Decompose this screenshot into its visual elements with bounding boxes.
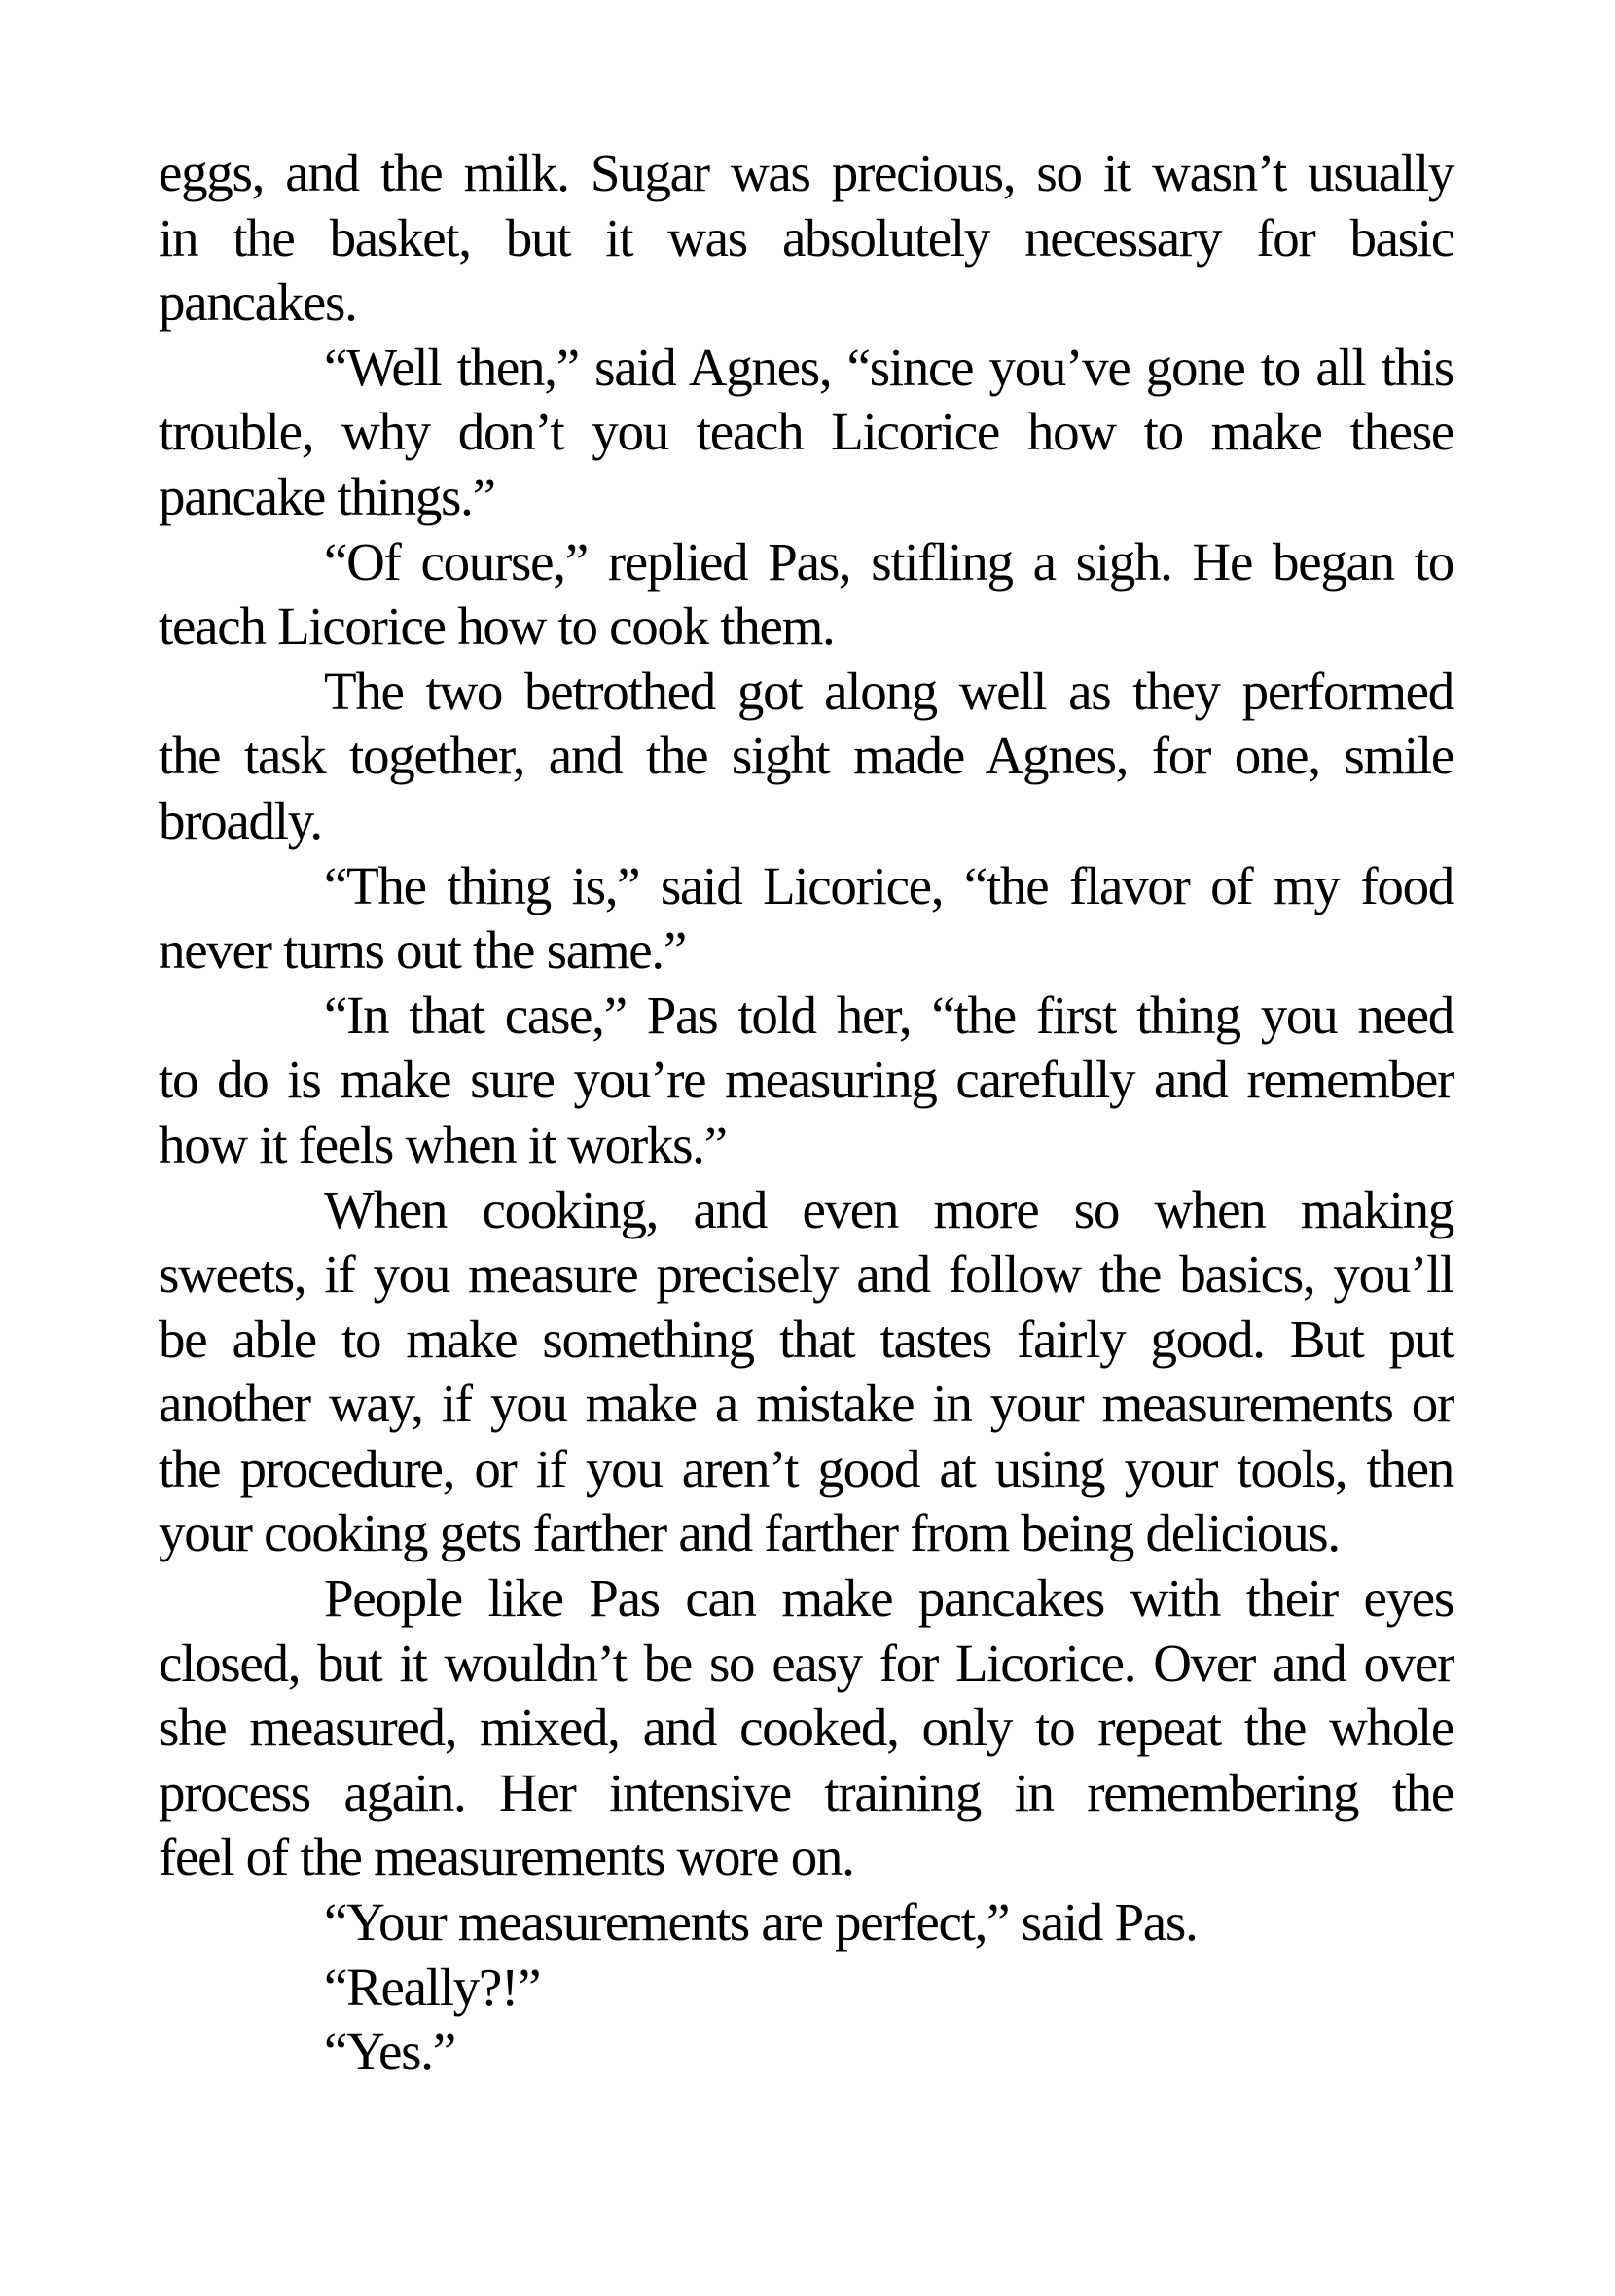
paragraph — [159, 2020, 1454, 2085]
paragraph — [159, 1890, 1454, 1955]
text-line: When cooking, and even more so when making — [324, 1179, 1454, 1239]
text-line: the task together, and the sight made Agnes, for one, smile — [159, 726, 1454, 786]
page-text — [159, 141, 1454, 2085]
text-line: she measured, mixed, and cooked, only to repeat the whole — [159, 1698, 1454, 1758]
text-line: your cooking gets farther and farther from being delicious. — [159, 1503, 1340, 1563]
paragraph — [159, 854, 1454, 984]
paragraph — [159, 1955, 1454, 2021]
paragraph — [159, 1178, 1454, 1567]
text-line: “Your measurements are perfect,” said Pas. — [324, 1892, 1198, 1953]
text-line: “Yes.” — [324, 2022, 455, 2082]
text-line: to do is make sure you’re measuring carefully and remember — [159, 1050, 1454, 1110]
text-line: “Well then,” said Agnes, “since you’ve gone to all this — [324, 337, 1454, 397]
paragraph — [159, 141, 1454, 336]
text-line: “In that case,” Pas told her, “the first thing you need — [324, 985, 1454, 1045]
text-line: closed, but it wouldn’t be so easy for Licorice. Over and over — [159, 1632, 1454, 1693]
paragraph — [159, 336, 1454, 530]
text-line: another way, if you make a mistake in your measurements or — [159, 1374, 1454, 1434]
text-line: how it feels when it works.” — [159, 1114, 727, 1174]
text-line: teach Licorice how to cook them. — [159, 596, 835, 657]
paragraph — [159, 530, 1454, 660]
text-line: The two betrothed got along well as they performed — [324, 661, 1454, 721]
text-line: “The thing is,” said Licorice, “the flavor of my food — [324, 855, 1454, 915]
text-line: pancake things.” — [159, 466, 495, 526]
paragraph — [159, 660, 1454, 854]
text-line: be able to make something that tastes fairly good. But put — [159, 1309, 1454, 1369]
text-line: eggs, and the milk. Sugar was precious, so it wasn’t usually — [159, 143, 1454, 202]
text-line: People like Pas can make pancakes with their eyes — [324, 1568, 1454, 1629]
text-line: “Of course,” replied Pas, stifling a sigh. He began to — [324, 531, 1454, 592]
paragraph — [159, 984, 1454, 1178]
text-line: broadly. — [159, 790, 322, 850]
text-line: sweets, if you measure precisely and follow the basics, you’ll — [159, 1244, 1454, 1305]
text-line: process again. Her intensive training in remembering the — [159, 1762, 1454, 1822]
text-line: never turns out the same.” — [159, 920, 686, 981]
text-line: feel of the measurements wore on. — [159, 1827, 854, 1887]
paragraph — [159, 1566, 1454, 1890]
text-line: the procedure, or if you aren’t good at using your tools, then — [159, 1438, 1454, 1498]
text-line: trouble, why don’t you teach Licorice how to make these — [159, 402, 1454, 462]
text-line: “Really?!” — [324, 1956, 541, 2017]
text-line: pancakes. — [159, 272, 357, 333]
text-line: in the basket, but it was absolutely necessary for basic — [159, 207, 1454, 268]
